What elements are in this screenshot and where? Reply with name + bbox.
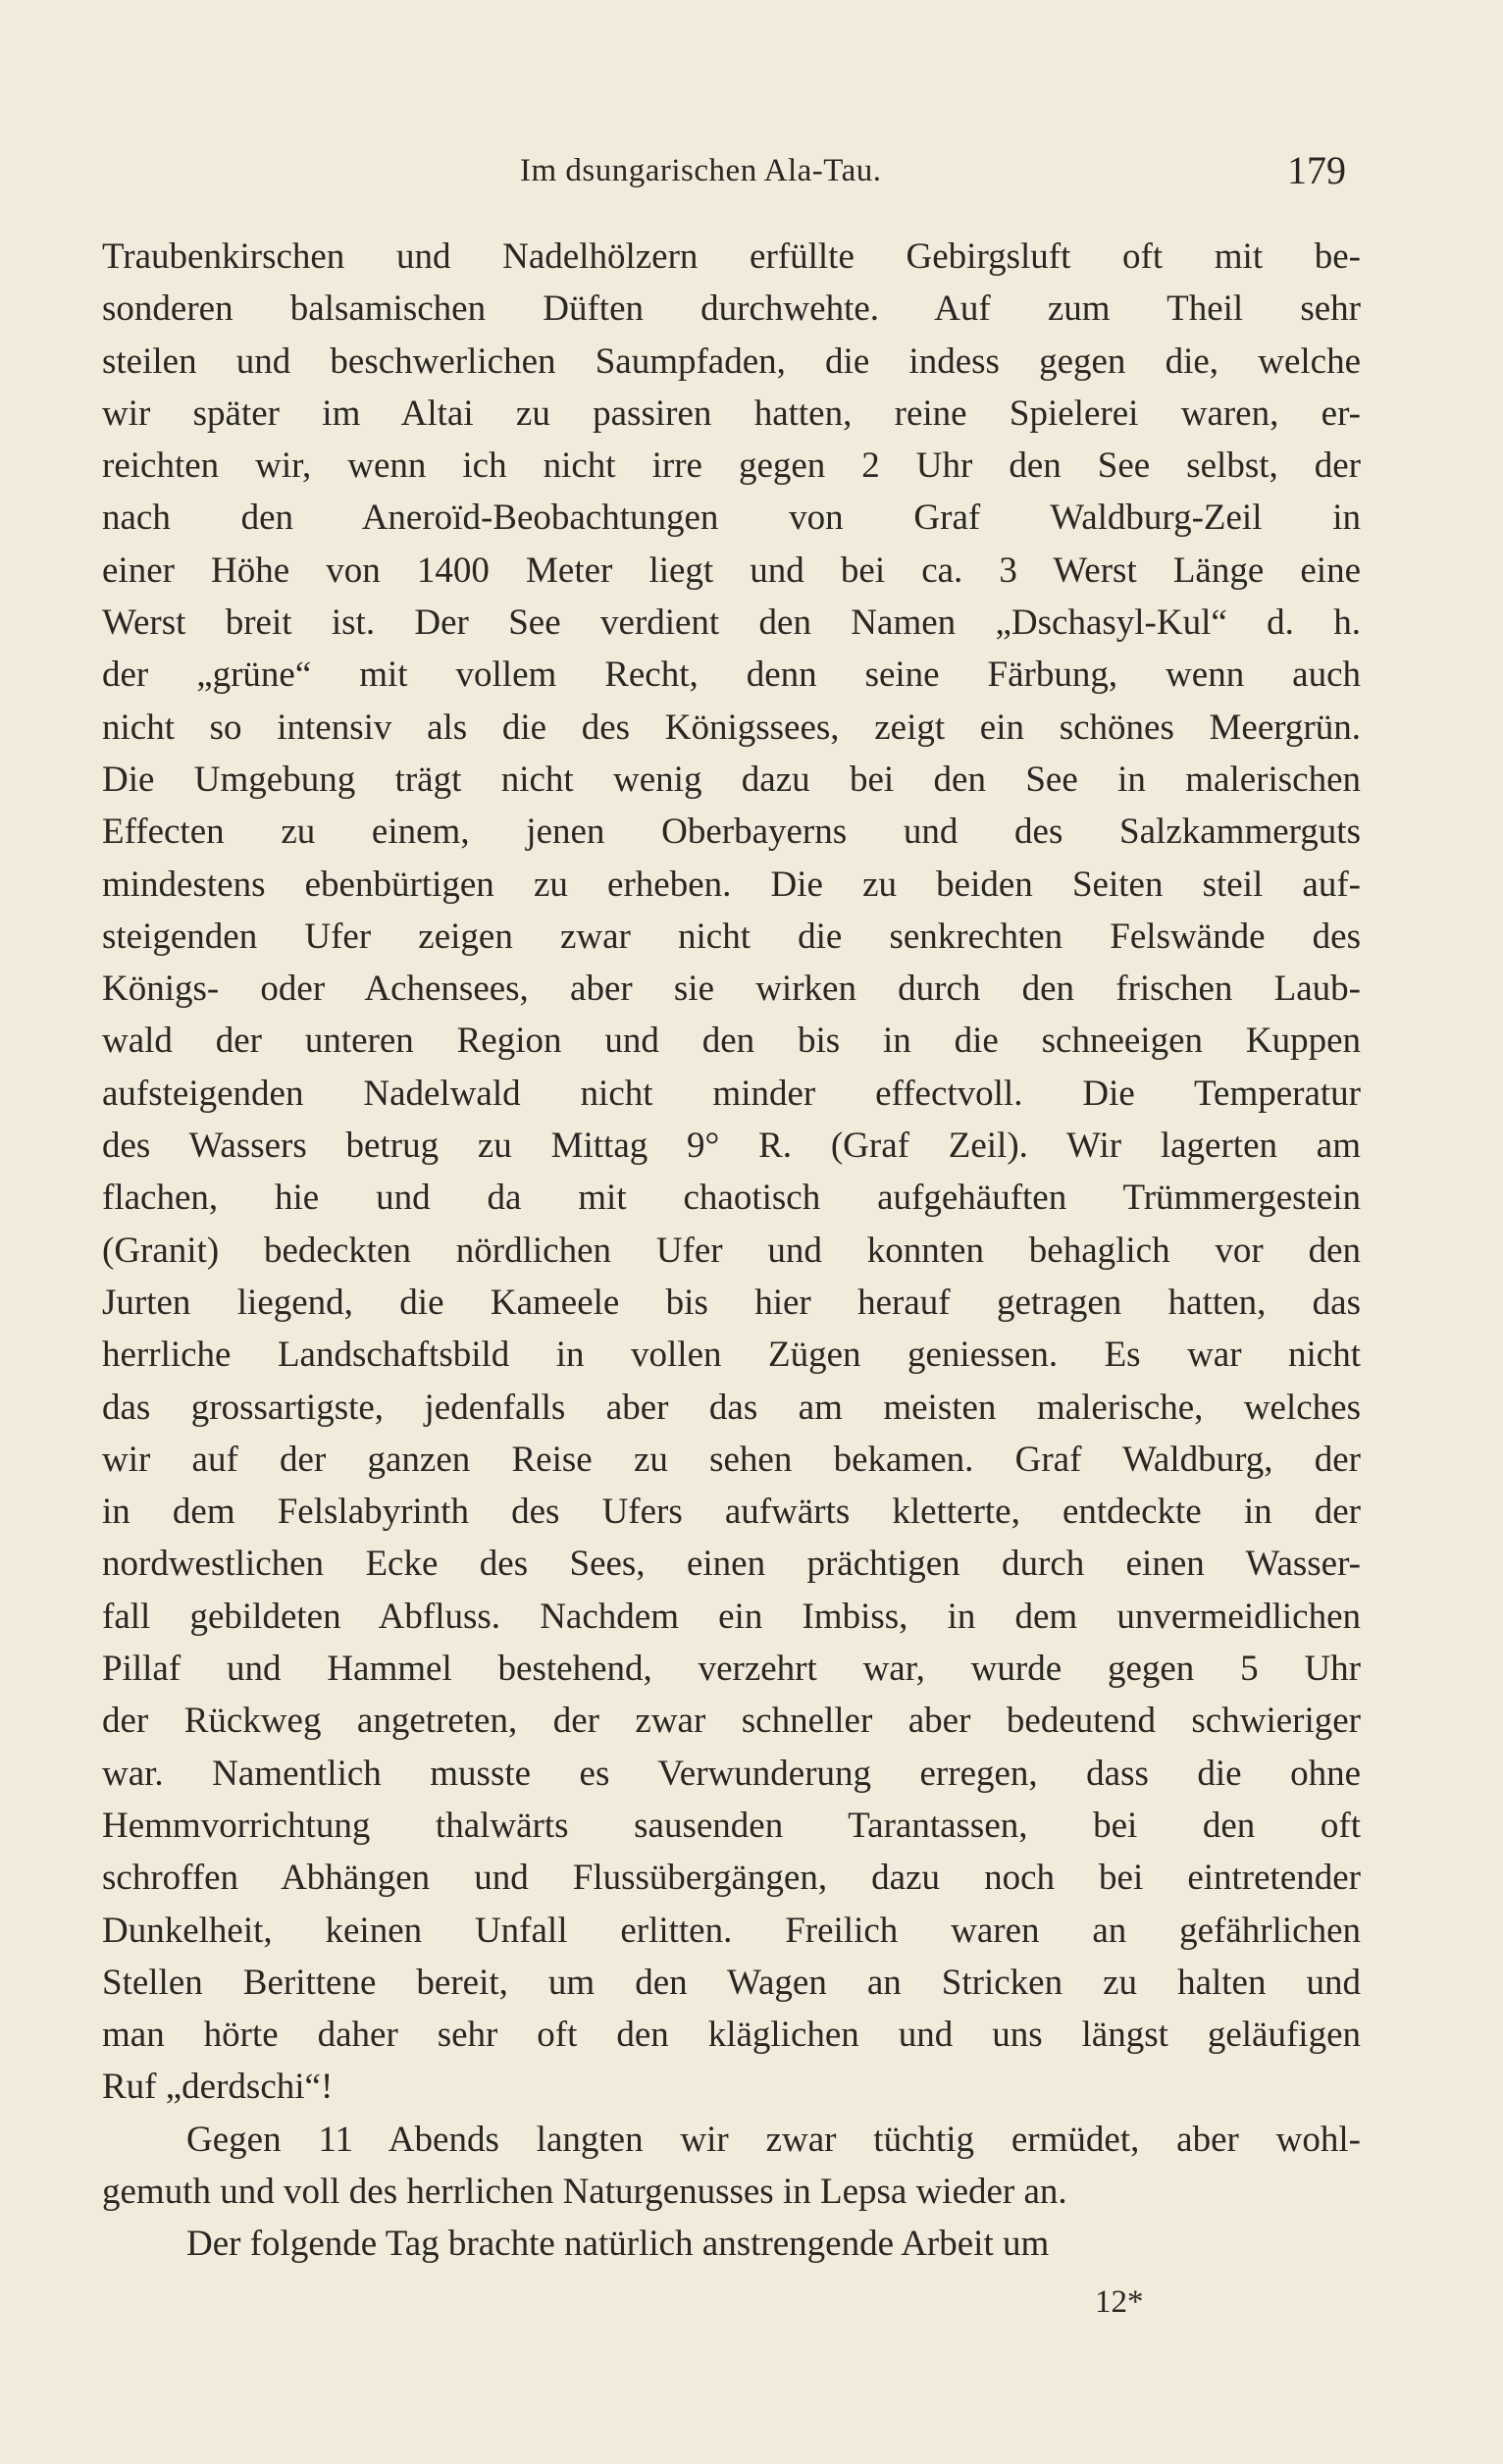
text-line: Gegen 11 Abends langten wir zwar tüchtig ermüdet, aber wohl- bbox=[186, 2119, 1361, 2160]
text-line: nach den Aneroïd-Beobachtungen von Graf Waldburg-Zeil in bbox=[102, 498, 1361, 539]
text-line: sonderen balsamischen Düften durchwehte. Auf zum Theil sehr bbox=[102, 288, 1361, 330]
text-line: herrliche Landschaftsbild in vollen Zügen geniessen. Es war nicht bbox=[102, 1335, 1361, 1376]
text-line: aufsteigenden Nadelwald nicht minder effectvoll. Die Temperatur bbox=[102, 1073, 1361, 1114]
text-line: Traubenkirschen und Nadelhölzern erfüllte Gebirgsluft oft mit be- bbox=[102, 236, 1361, 277]
text-line: man hörte daher sehr oft den kläglichen und uns längst geläufigen bbox=[102, 2015, 1361, 2056]
text-line: in dem Felslabyrinth des Ufers aufwärts kletterte, entdeckte in der bbox=[102, 1492, 1361, 1533]
text-line: steilen und beschwerlichen Saumpfaden, die indess gegen die, welche bbox=[102, 341, 1361, 382]
text-line: Jurten liegend, die Kameele bis hier herauf getragen hatten, das bbox=[102, 1282, 1361, 1323]
page-number: 179 bbox=[1287, 148, 1346, 192]
running-head bbox=[0, 147, 1503, 194]
text-line: (Granit) bedeckten nördlichen Ufer und konnten behaglich vor den bbox=[102, 1230, 1361, 1271]
text-line: wir auf der ganzen Reise zu sehen bekamen. Graf Waldburg, der bbox=[102, 1439, 1361, 1480]
text-line: das grossartigste, jedenfalls aber das am meisten malerische, welches bbox=[102, 1387, 1361, 1428]
text-line: Pillaf und Hammel bestehend, verzehrt war, wurde gegen 5 Uhr bbox=[102, 1649, 1361, 1690]
text-line: nicht so intensiv als die des Königssees, zeigt ein schönes Meergrün. bbox=[102, 707, 1361, 748]
text-line: reichten wir, wenn ich nicht irre gegen 2 Uhr den See selbst, der bbox=[102, 446, 1361, 487]
text-line: schroffen Abhängen und Flussübergängen, dazu noch bei eintretender bbox=[102, 1858, 1361, 1899]
text-line: Stellen Berittene bereit, um den Wagen an Stricken zu halten und bbox=[102, 1962, 1361, 2003]
text-line: Königs- oder Achensees, aber sie wirken durch den frischen Laub- bbox=[102, 969, 1361, 1010]
text-line: gemuth und voll des herrlichen Naturgenusses in Lepsa wieder an. bbox=[102, 2171, 1067, 2212]
text-line: mindestens ebenbürtigen zu erheben. Die zu beiden Seiten steil auf- bbox=[102, 864, 1361, 905]
text-line: war. Namentlich musste es Verwunderung erregen, dass die ohne bbox=[102, 1753, 1361, 1794]
text-line: Werst breit ist. Der See verdient den Namen „Dschasyl-Kul“ d. h. bbox=[102, 603, 1361, 644]
text-line: wir später im Altai zu passiren hatten, reine Spielerei waren, er- bbox=[102, 393, 1361, 434]
running-title: Im dsungarischen Ala-Tau. bbox=[520, 153, 882, 188]
text-line: Die Umgebung trägt nicht wenig dazu bei den See in malerischen bbox=[102, 759, 1361, 800]
text-line: Ruf „derdschi“! bbox=[102, 2067, 334, 2108]
text-line: Der folgende Tag brachte natürlich anstrengende Arbeit um bbox=[186, 2224, 1050, 2265]
text-line: des Wassers betrug zu Mittag 9° R. (Graf Zeil). Wir lagerten am bbox=[102, 1126, 1361, 1167]
body-text bbox=[102, 231, 1361, 2271]
text-line: einer Höhe von 1400 Meter liegt und bei ca. 3 Werst Länge eine bbox=[102, 550, 1361, 591]
text-line: fall gebildeten Abfluss. Nachdem ein Imbiss, in dem unvermeidlichen bbox=[102, 1596, 1361, 1637]
signature-mark: 12* bbox=[1095, 2284, 1144, 2320]
text-line: Dunkelheit, keinen Unfall erlitten. Freilich waren an gefährlichen bbox=[102, 1910, 1361, 1951]
text-line: steigenden Ufer zeigen zwar nicht die senkrechten Felswände des bbox=[102, 916, 1361, 957]
text-line: nordwestlichen Ecke des Sees, einen prächtigen durch einen Wasser- bbox=[102, 1544, 1361, 1585]
text-line: Effecten zu einem, jenen Oberbayerns und des Salzkammerguts bbox=[102, 812, 1361, 853]
text-line: Hemmvorrichtung thalwärts sausenden Tarantassen, bei den oft bbox=[102, 1805, 1361, 1846]
text-line: der „grüne“ mit vollem Recht, denn seine Färbung, wenn auch bbox=[102, 655, 1361, 696]
text-line: wald der unteren Region und den bis in die schneeigen Kuppen bbox=[102, 1021, 1361, 1062]
text-line: flachen, hie und da mit chaotisch aufgehäuften Trümmergestein bbox=[102, 1178, 1361, 1219]
text-line: der Rückweg angetreten, der zwar schneller aber bedeutend schwieriger bbox=[102, 1701, 1361, 1742]
